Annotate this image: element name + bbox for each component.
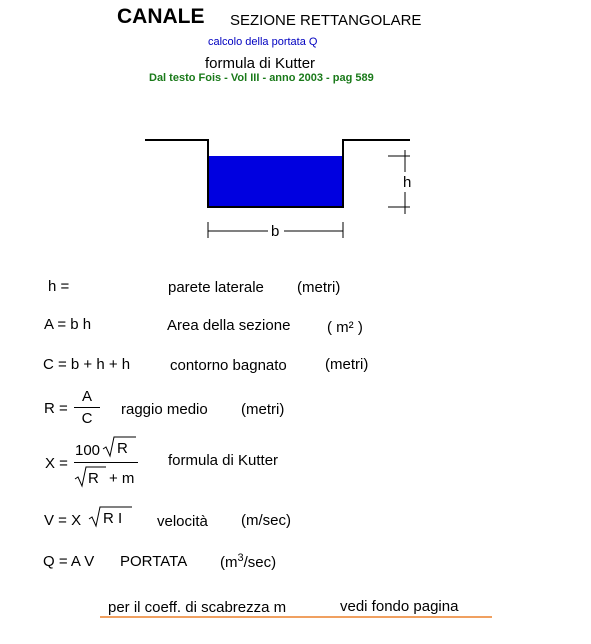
x-desc: formula di Kutter <box>168 452 279 469</box>
x-lhs: X = <box>45 455 68 472</box>
q-unit-tail: /sec) <box>243 554 277 571</box>
a-lhs: A = b h <box>44 316 92 333</box>
footer-underline <box>100 616 492 618</box>
h-lhs: h = <box>48 278 70 295</box>
x-den-tail: + m <box>109 470 135 487</box>
x-den-radical <box>72 465 112 489</box>
footer-note-right: vedi fondo pagina <box>340 598 459 615</box>
source-reference: Dal testo Fois - Vol III - anno 2003 - pag 589 <box>149 72 374 84</box>
c-lhs: C = b + h + h <box>43 356 131 373</box>
a-desc: Area della sezione <box>167 317 291 334</box>
x-num-radicand: R <box>117 440 128 457</box>
x-num-radical <box>100 435 140 459</box>
v-radicand: R I <box>103 510 123 527</box>
height-label: h <box>403 174 412 191</box>
a-unit: ( m² ) <box>327 319 363 336</box>
footer-note-left: per il coeff. di scabrezza m <box>108 599 287 616</box>
calc-note: calcolo della portata Q <box>208 36 318 48</box>
page-subtitle: SEZIONE RETTANGOLARE <box>230 12 422 29</box>
r-unit: (metri) <box>241 401 285 418</box>
r-numerator: A <box>81 388 92 405</box>
formula-name: formula di Kutter <box>205 55 316 72</box>
h-unit: (metri) <box>297 279 341 296</box>
r-denominator: C <box>81 410 93 427</box>
q-unit-base: (m <box>220 554 238 571</box>
v-unit: (m/sec) <box>241 512 291 529</box>
page-title: CANALE <box>117 5 205 28</box>
x-fraction-line <box>74 462 138 463</box>
water-area <box>208 156 343 207</box>
q-unit <box>220 552 276 571</box>
c-unit: (metri) <box>325 356 369 373</box>
r-lhs: R = <box>44 400 68 417</box>
v-lhs: V = X <box>44 512 82 529</box>
q-unit-exp: 3 <box>237 552 244 564</box>
v-desc: velocità <box>157 513 208 530</box>
h-desc: parete laterale <box>168 279 264 296</box>
channel-section-diagram <box>0 0 591 260</box>
q-lhs: Q = A V <box>43 553 95 570</box>
q-desc: PORTATA <box>120 553 188 570</box>
c-desc: contorno bagnato <box>170 357 287 374</box>
v-radical <box>86 505 136 529</box>
x-num-coef: 100 <box>75 442 101 459</box>
r-desc: raggio medio <box>121 401 208 418</box>
x-den-radicand: R <box>88 470 99 487</box>
width-label: b <box>271 223 280 240</box>
r-fraction-line <box>74 407 100 408</box>
